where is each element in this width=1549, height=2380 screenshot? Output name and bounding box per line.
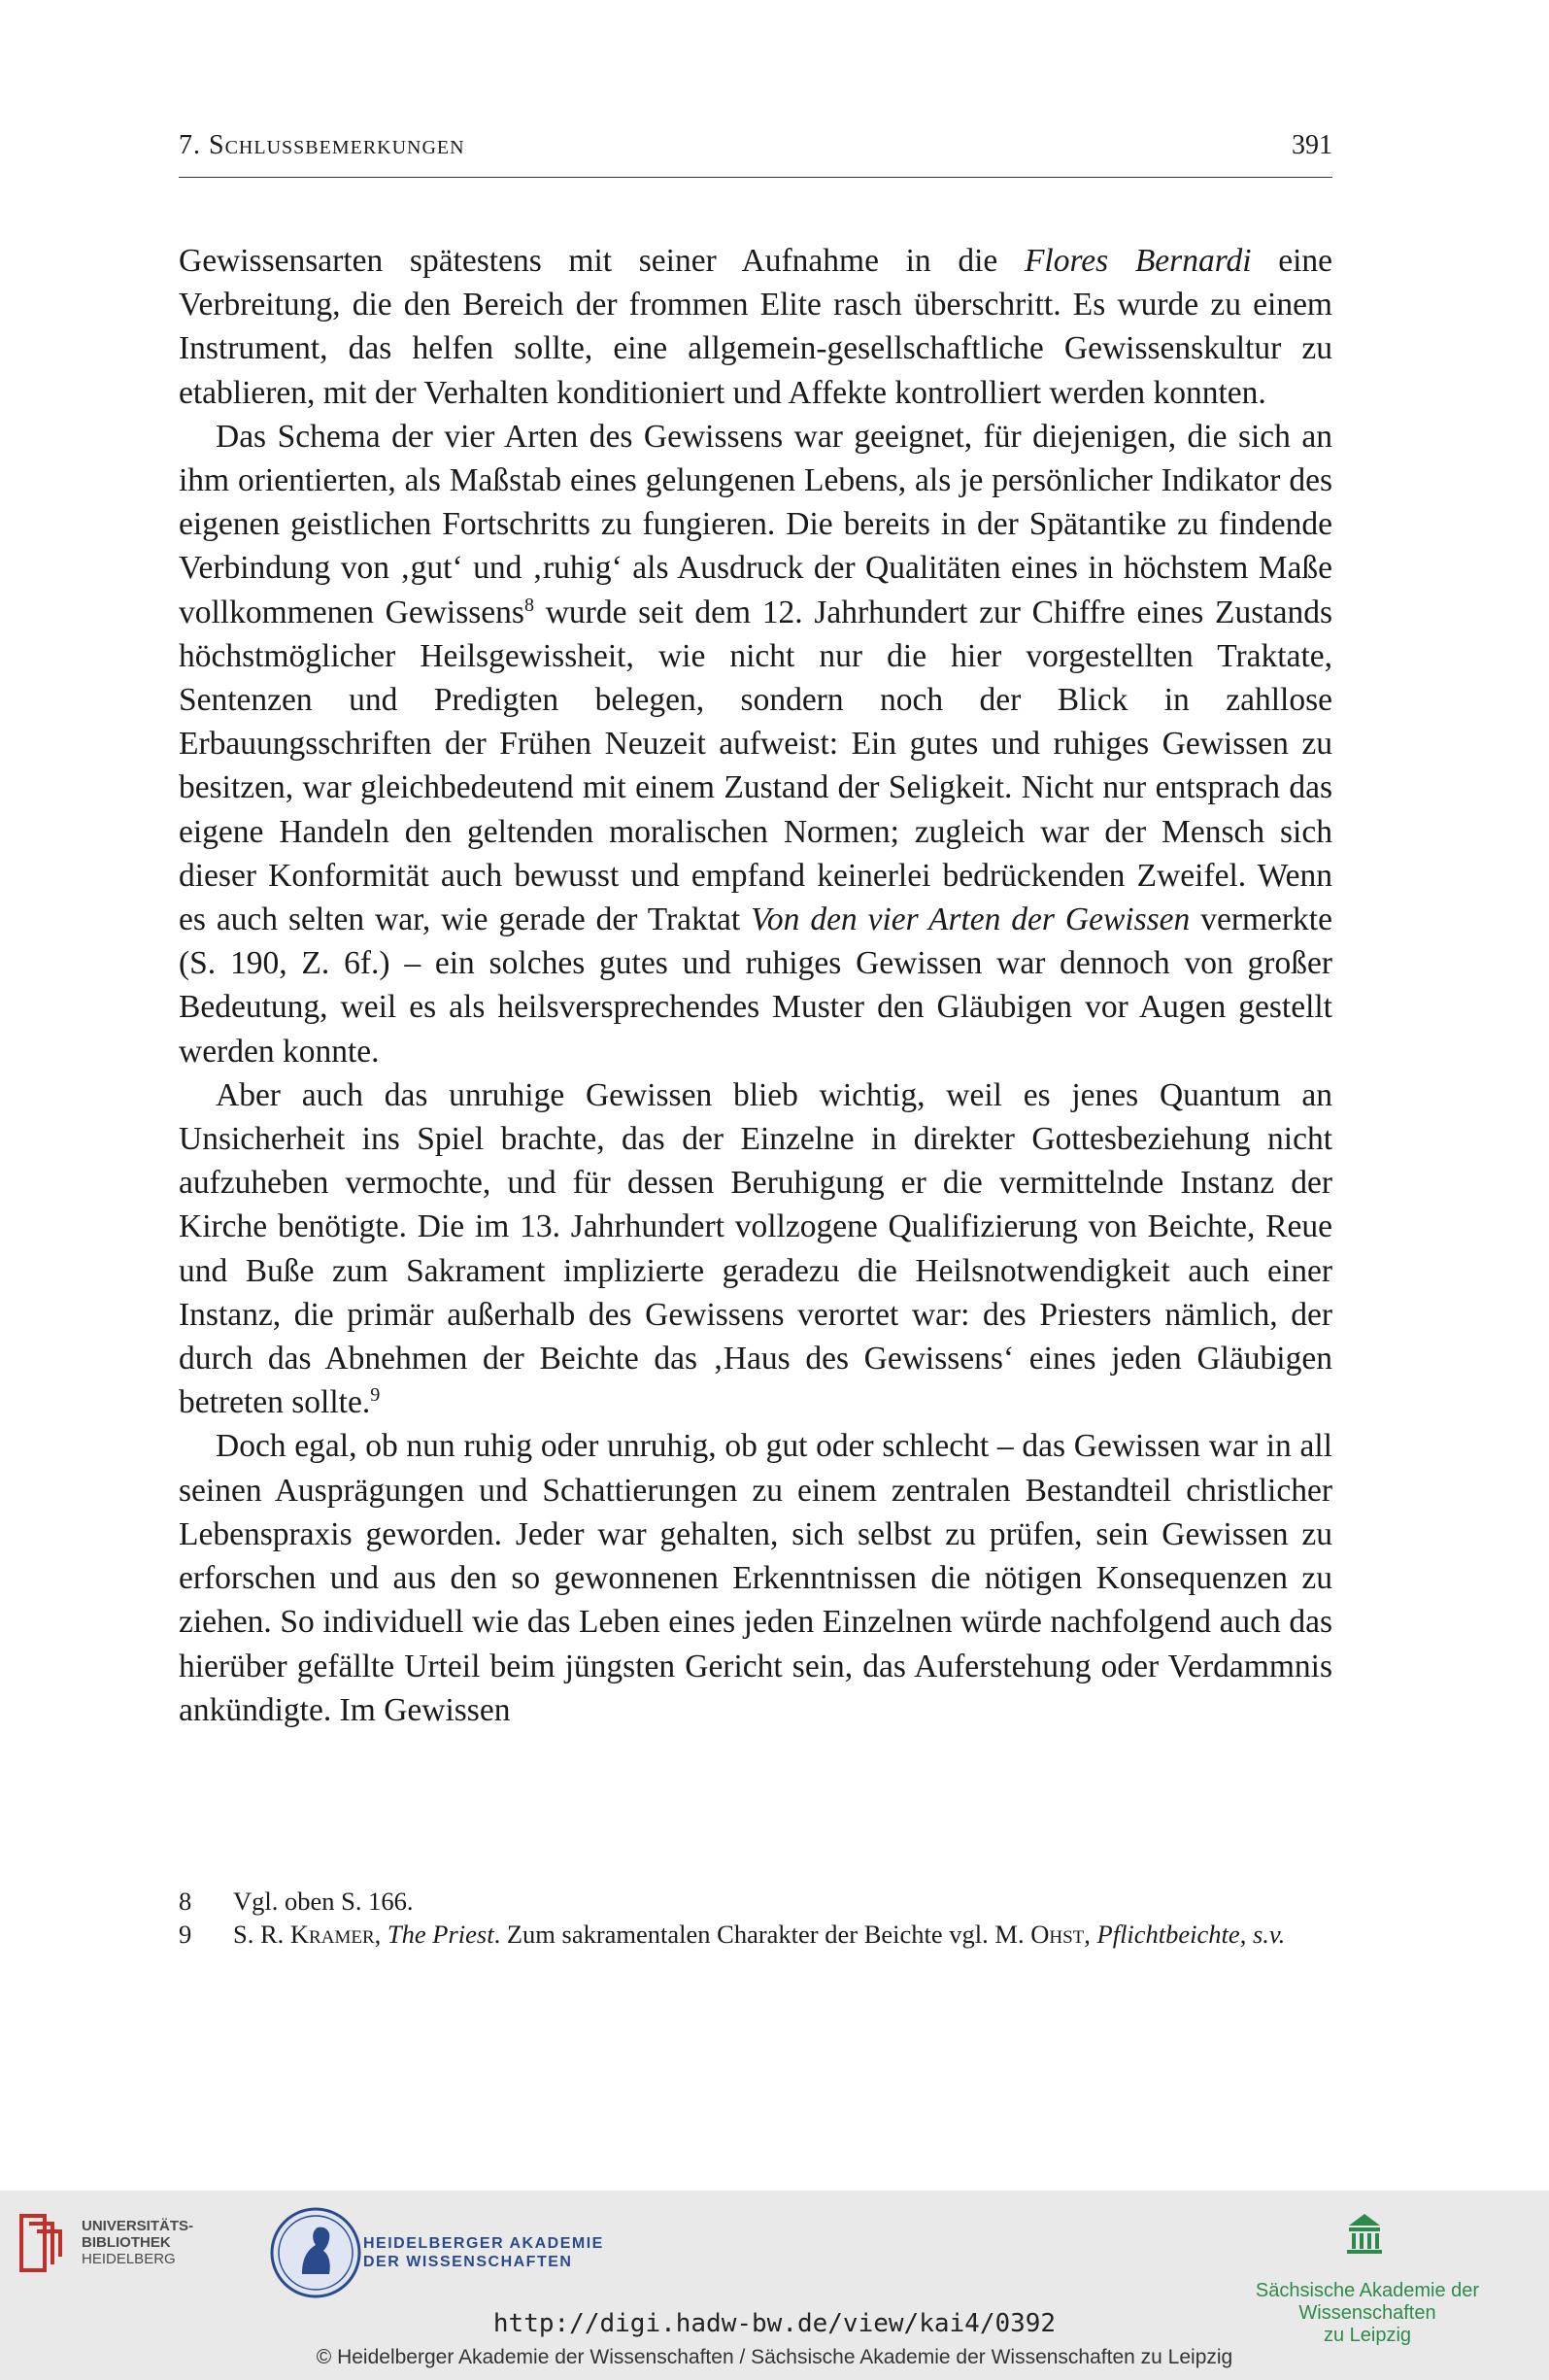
footnotes — [179, 1885, 1332, 1951]
saw-name: Sächsische Akademie der Wissenschaften zu Leipzig — [1255, 2280, 1480, 2346]
running-header — [179, 130, 1332, 178]
footnote-number: 8 — [179, 1887, 192, 1916]
footnote-number: 9 — [179, 1920, 192, 1949]
paragraph-2: Das Schema der vier Arten des Gewissens war geeignet, für diejenigen, die sich an ihm orientierten, als Maßstab eines gelungenen Lebens, als je persönlicher Indikator des eigenen geistlichen Fortschritts zu fungieren. Die bereits in der Spätantike zu findende Verbindung von ‚gut‘ und ‚ruhig‘ als Ausdruck der Qualitäten eines in höchstem Maße vollkommenen Gewissens$^8$ wurde seit dem 12. Jahrhundert zur Chiffre eines Zustands höchstmöglicher Heilsgewissheit, wie nicht nur die hier vorgestellten Traktate, Sentenzen und Predigten belegen, sondern noch der Blick in zahllose Erbauungsschriften der Frühen Neuzeit aufweist: Ein gutes und ruhiges Gewissen zu besitzen, war gleichbedeutend mit einem Zustand der Seligkeit. Nicht nur entsprach das eigene Handeln den geltenden moralischen Normen; zugleich war der Mensch sich dieser Konformität auch bewusst und empfand keinerlei bedrückenden Zweifel. Wenn es auch selten war, wie gerade der Traktat Von den vier Arten der Gewissen vermerkte (S. 190, Z. 6f.) – ein solches gutes und ruhiges Gewissen war dennoch von großer Bedeutung, weil es als heilsversprechendes Muster den Gläubigen vor Augen gestellt werden konnte. — [179, 418, 1332, 1070]
permalink-url[interactable]: http://digi.hadw-bw.de/view/kai4/0392 — [492, 2309, 1057, 2338]
copyright-notice: © Heidelberger Akademie der Wissenschaften / Sächsische Akademie der Wissenschaften zu Leipzig — [316, 2346, 1233, 2368]
ub-name: UNIVERSITÄTS- BIBLIOTHEK HEIDELBERG — [82, 2218, 194, 2267]
chapter-title: 7. Schlussbemerkungen — [179, 130, 465, 160]
footnote-8: 8 Vgl. oben S. 166. — [179, 1887, 414, 1916]
footnote-ref-9[interactable]: 9 — [370, 1384, 381, 1407]
saw-building-icon[interactable] — [1345, 2210, 1384, 2255]
paragraph-1: Gewissensarten spätestens mit seiner Aufnahme in die Flores Bernardi eine Verbreitung, die den Bereich der frommen Elite rasch überschritt. Es wurde zu einem Instrument, das helfen sollte, eine allgemein-gesellschaftliche Gewissenskultur zu etablieren, mit der Verhalten konditioniert und Affekte kontrolliert werden konnten. — [179, 243, 1333, 411]
hadw-seal-icon[interactable] — [267, 2204, 364, 2301]
hadw-name: HEIDELBERGER AKADEMIE DER WISSENSCHAFTEN — [363, 2235, 604, 2270]
footnote-ref-8[interactable]: 8 — [523, 594, 535, 616]
footnote-9: 9 S. R. Kramer, The Priest. Zum sakramentalen Charakter der Beichte vgl. M. Ohst, Pflichtbeichte, s.v. — [179, 1920, 1286, 1949]
paragraph-4: Doch egal, ob nun ruhig oder unruhig, ob gut oder schlecht – das Gewissen war in all seinen Ausprägungen und Schattierungen zu einem zentralen Bestandteil christlicher Lebenspraxis geworden. Jeder war gehalten, sich selbst zu prüfen, sein Gewissen zu erforschen und aus den so gewonnenen Erkenntnissen die nötigen Konsequenzen zu ziehen. So individuell wie das Leben eines jeden Einzelnen würde nachfolgend auch das hierüber gefällte Urteil beim jüngsten Gericht sein, das Auferstehung oder Verdammnis ankündigte. Im Gewissen — [179, 1428, 1332, 1728]
page-number: 391 — [1292, 130, 1332, 160]
ub-logo-icon[interactable] — [17, 2212, 62, 2274]
body-text — [179, 239, 1332, 1732]
paragraph-3: Aber auch das unruhige Gewissen blieb wichtig, weil es jenes Quantum an Unsicherheit ins Spiel brachte, das der Einzelne in direkter Gottesbeziehung nicht aufzuheben vermochte, und für dessen Beruhigung er die vermittelnde Instanz der Kirche benötigte. Die im 13. Jahrhundert vollzogene Qualifizierung von Beichte, Reue und Buße zum Sakrament implizierte geradezu die Heilsnotwendigkeit auch einer Instanz, die primär außerhalb des Gewissens verortet war: des Priesters nämlich, der durch das Abnehmen der Beichte das ‚Haus des Gewissens‘ eines jeden Gläubigen betreten sollte.$^9$ — [179, 1076, 1332, 1421]
digitization-footer — [0, 2191, 1549, 2380]
